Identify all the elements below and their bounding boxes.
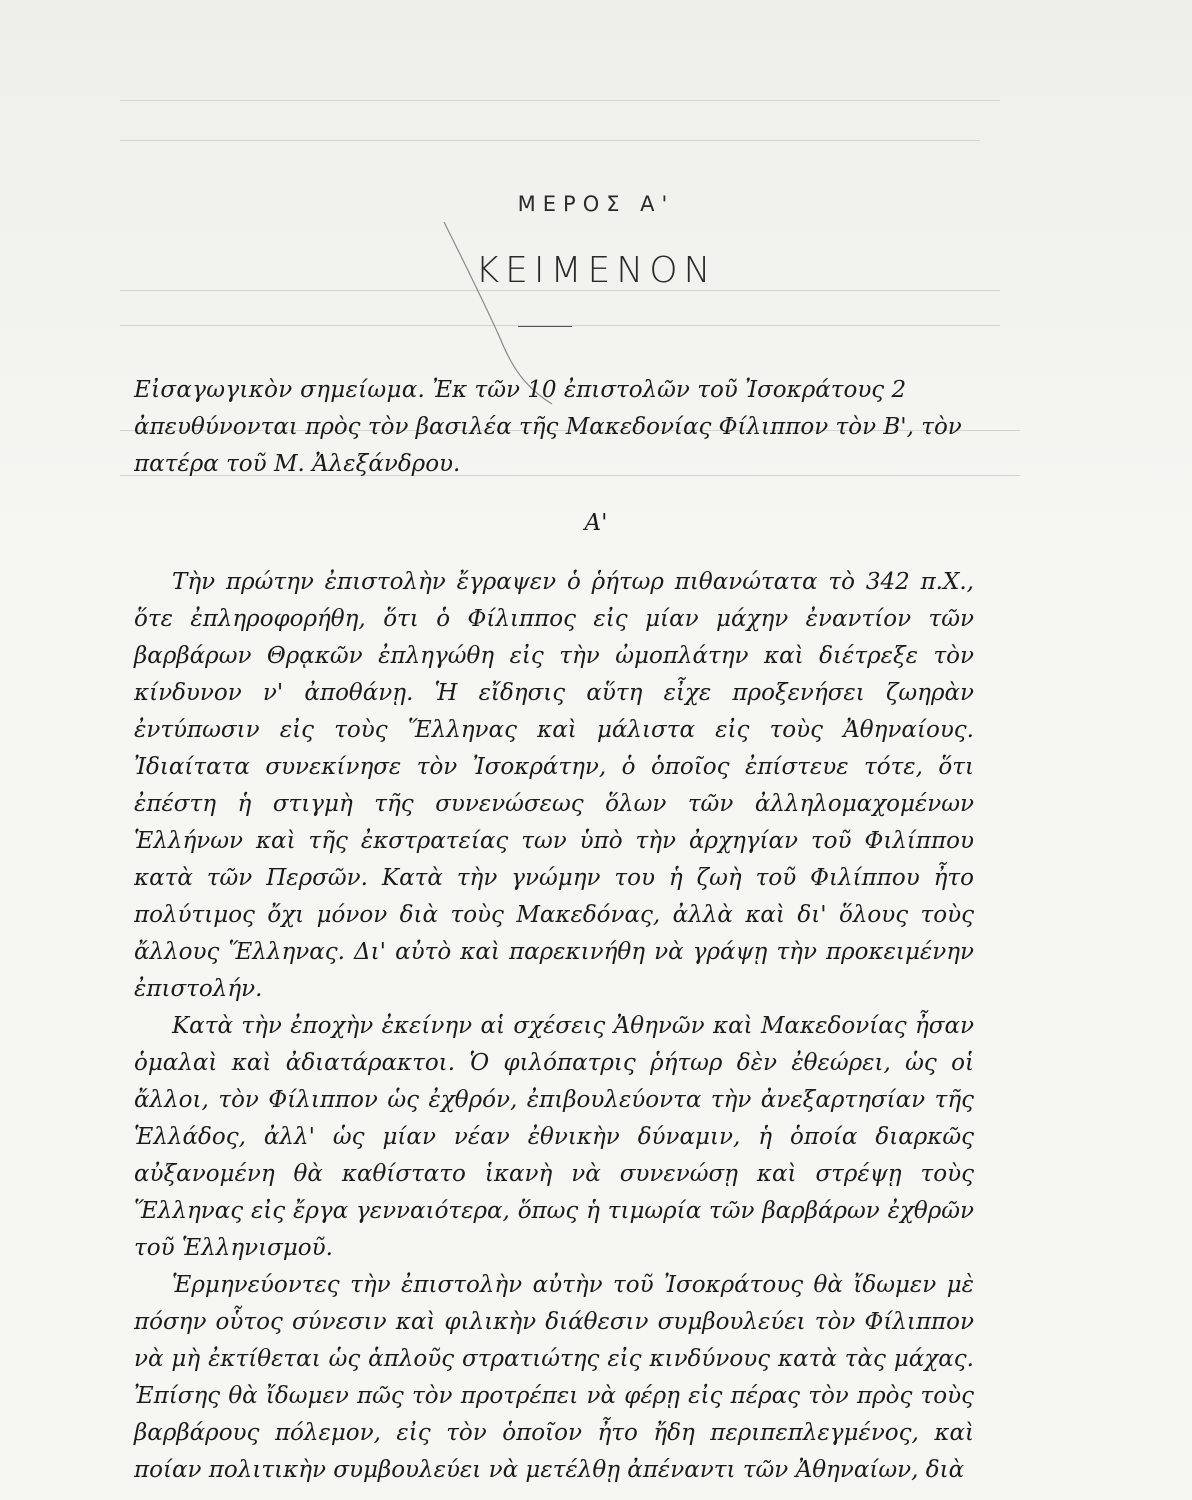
intro-lead: Εἰσαγωγικὸν σημείωμα. [134, 377, 426, 403]
paragraph: Τὴν πρώτην ἐπιστολὴν ἔγραψεν ὁ ῥήτωρ πιθανώτατα τὸ 342 π.Χ., ὅτε ἐπληροφορήθη, ὅτι ὁ Φίλιππος εἰς μίαν μάχην ἐναντίον τῶν βαρβάρων Θρᾳκῶν ἐπληγώθη εἰς τὴν ὠμοπλάτην καὶ διέτρεξε τὸν κίνδυνον ν' ἀποθάνῃ. Ἡ εἴδησις αὕτη εἶχε προξενήσει ζωηρὰν ἐντύπωσιν εἰς τοὺς Ἕλληνας καὶ μάλιστα εἰς τοὺς Ἀθηναίους. Ἰδιαίτατα συνεκίνησε τὸν Ἰσοκράτην, ὁ ὁποῖος ἐπίστευε τότε, ὅτι ἐπέστη ἡ στιγμὴ τῆς συνενώσεως ὅλων τῶν ἀλληλομαχομένων Ἑλλήνων καὶ τῆς ἐκστρατείας των ὑπὸ τὴν ἀρχηγίαν τοῦ Φιλίππου κατὰ τῶν Περσῶν. Κατὰ τὴν γνώμην του ἡ ζωὴ τοῦ Φιλίππου ἦτο πολύτιμος ὄχι μόνον διὰ τοὺς Μακεδόνας, ἀλλὰ καὶ δι' ὅλους τοὺς ἄλλους Ἕλληνας. Δι' αὐτὸ καὶ παρεκινήθη νὰ γράψῃ τὴν προκειμένην ἐπιστολήν. [134, 569, 974, 1002]
body-text [134, 564, 974, 1489]
section-title: ΚΕΙΜΕΝΟΝ [475, 250, 717, 291]
paragraph: Ἑρμηνεύοντες τὴν ἐπιστολὴν αὐτὴν τοῦ Ἰσοκράτους θὰ ἴδωμεν μὲ πόσην οὗτος σύνεσιν καὶ φιλικὴν διάθεσιν συμβουλεύει τὸν Φίλιππον νὰ μὴ ἐκτίθεται ὡς ἁπλοῦς στρατιώτης εἰς κινδύνους κατὰ τὰς μάχας. Ἐπίσης θὰ ἴδωμεν πῶς τὸν προτρέπει νὰ φέρῃ εἰς πέρας τὸν πρὸς τοὺς βαρβάρους πόλεμον, εἰς τὸν ὁποῖον ἦτο ἤδη περιπεπλεγμένος, καὶ ποίαν πολιτικὴν συμβουλεύει νὰ μετέλθῃ ἀπέναντι τῶν Ἀθηναίων, διὰ [134, 1272, 974, 1483]
part-title: ΜΕΡΟΣ Α' [517, 192, 675, 216]
paragraph: Κατὰ τὴν ἐποχὴν ἐκείνην αἱ σχέσεις Ἀθηνῶν καὶ Μακεδονίας ἦσαν ὁμαλαὶ καὶ ἀδιατάρακτοι. Ὁ φιλόπατρις ῥήτωρ δὲν ἐθεώρει, ὡς οἱ ἄλλοι, τὸν Φίλιππον ὡς ἐχθρόν, ἐπιβουλεύοντα τὴν ἀνεξαρτησίαν τῆς Ἑλλάδος, ἀλλ' ὡς μίαν νέαν ἐθνικὴν δύναμιν, ἡ ὁποία διαρκῶς αὐξανομένη θὰ καθίστατο ἱκανὴ νὰ συνενώσῃ καὶ στρέψῃ τοὺς Ἕλληνας εἰς ἔργα γενναιότερα, ὅπως ἡ τιμωρία τῶν βαρβάρων ἐχθρῶν τοῦ Ἑλληνισμοῦ. [134, 1013, 974, 1261]
intro-text: Ἐκ τῶν 10 ἐπιστολῶν τοῦ Ἰσοκράτους 2 ἀπευθύνονται πρὸς τὸν βασιλέα τῆς Μακεδονίας Φίλιππον τὸν Β', τὸν πατέρα τοῦ Μ. Ἀλεξάνδρου. [134, 377, 962, 477]
show-through-line [120, 100, 1000, 101]
show-through-line [120, 140, 980, 141]
intro-note [134, 372, 974, 483]
title-rule [518, 326, 572, 327]
letter-heading: Α' [584, 510, 608, 536]
